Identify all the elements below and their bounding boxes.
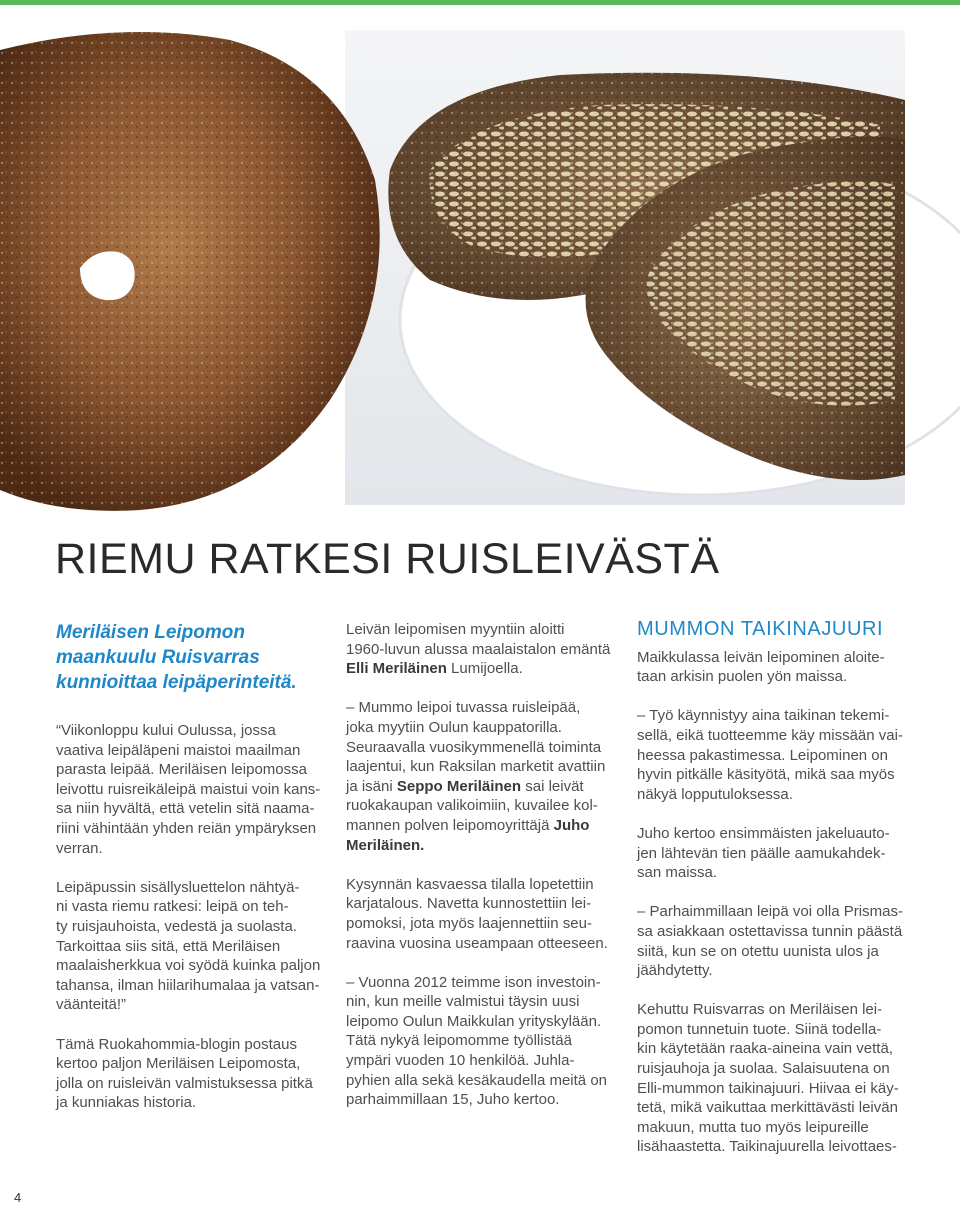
sourdough-paragraph-1: Maikkulassa leivän leipominen aloite- taan arkisin puolen yön maissa. — [637, 648, 885, 686]
person-name-elli: Elli Meriläinen — [346, 660, 447, 678]
text-span: sai leivät ruokakaupan valikoimiin, kuvailee kol- mannen polven leipomoyrittäjä — [346, 777, 598, 834]
bread-photo-illustration — [0, 20, 960, 520]
history-paragraph-3: Kysynnän kasvaessa tilalla lopetettiin karjatalous. Navetta kunnostettiin lei- pomoksi, jota myös laajennettiin seu- raavina vuosina useampaan otteeseen. — [346, 875, 608, 952]
article-column-1 — [56, 620, 324, 1132]
text-span: – Mummo leipoi tuvassa ruisleipää, joka myytiin Oulun kauppatorilla. Seuraavalla vuosikymmenellä toiminta laajentui, kun Raksilan marketit avattiin ja isäni — [346, 699, 606, 795]
article-column-2 — [346, 620, 612, 1129]
sourdough-paragraph-5: Kehuttu Ruisvarras on Meriläisen lei- pomon tunnetuin tuote. Siinä todella- kin käytetään raaka-aineina vain vettä, ruisjauhoja ja suolaa. Salaisuutena on Elli-mummon taikinajuuri. Hiivaa ei käy- tetä, mikä vaikuttaa merkittävästi leivän makuun, mutta tuo myös leipureille lisähaastetta. Taikinajuurella leivottaes- — [637, 1001, 899, 1156]
article-column-3 — [637, 620, 905, 1157]
lead-text: Meriläisen Leipomon maankuulu Ruisvarras kunnioittaa leipäperinteitä. — [56, 622, 297, 693]
page-number: 4 — [14, 1190, 22, 1205]
blog-quote-paragraph-1: “Viikonloppu kului Oulussa, jossa vaativa leipäläpeni maistoi maailman parasta leipää. Meriläisen leipomossa leivottu ruisreikäleipä maistui voin kans- sa niin hyvältä, että vetelin sitä naama- riini vähintään yhden reiän ympäryksen verran. — [56, 722, 321, 857]
sourdough-paragraph-4: – Parhaimmillaan leipä voi olla Prismas- sa asiakkaan ostettavissa tunnin päästä siitä, kun se on otettu uunista ulos ja jäähdytetty. — [637, 903, 903, 980]
page-title: RIEMU RATKESI RUISLEIVÄSTÄ — [55, 535, 720, 583]
blog-intro-paragraph: Tämä Ruokahommia-blogin postaus kertoo paljon Meriläisen Leipomosta, jolla on ruisleivän valmistuksessa pitkä ja kunniakas historia. — [56, 1035, 313, 1112]
person-name-juho: Juho Meriläinen. — [346, 816, 590, 854]
text-span: Leivän leipomisen myyntiin aloitti 1960-luvun alussa maalaistalon emäntä — [346, 621, 611, 658]
history-paragraph-1 — [346, 620, 612, 679]
sourdough-paragraph-3: Juho kertoo ensimmäisten jakeluauto- jen lähtevän tien päälle aamukahdek- san maissa. — [637, 824, 890, 882]
bread-photo — [0, 20, 960, 520]
person-name-seppo: Seppo Meriläinen — [396, 777, 522, 795]
history-paragraph-4: – Vuonna 2012 teimme ison investoin- nin, kun meille valmistui täysin uusi leipomo Oulun Maikkulan yrityskylään. Tätä nykyä leipomomme työllistää ympäri vuoden 10 henkilöä. Juhla- pyhien alla sekä kesäkaudella meitä on parhaimmillaan 15, Juho kertoo. — [346, 973, 607, 1109]
history-paragraph-2 — [346, 698, 612, 855]
sourdough-paragraph-2: – Työ käynnistyy aina taikinan tekemi- sellä, eikä tuotteemme käy missään vai- heessa pakastimessa. Leipominen on hyvin pitkälle käsityötä, mikä saa myös näkyä lopputuloksessa. — [637, 707, 903, 803]
text-span: Lumijoella. — [446, 660, 523, 678]
top-accent-bar — [0, 0, 960, 5]
blog-quote-paragraph-2: Leipäpussin sisällysluettelon nähtyä- ni vasta riemu ratkesi: leipä on teh- ty ruisjauhoista, vedestä ja suolasta. Tarkoittaa siis sitä, että Meriläisen maalaisherkkua voi syödä kuinka paljon tahansa, ilman hiilarihumalaa ja vatsan- väänteitä!” — [56, 878, 321, 1014]
section-heading: MUMMON TAIKINAJUURI — [637, 618, 884, 640]
